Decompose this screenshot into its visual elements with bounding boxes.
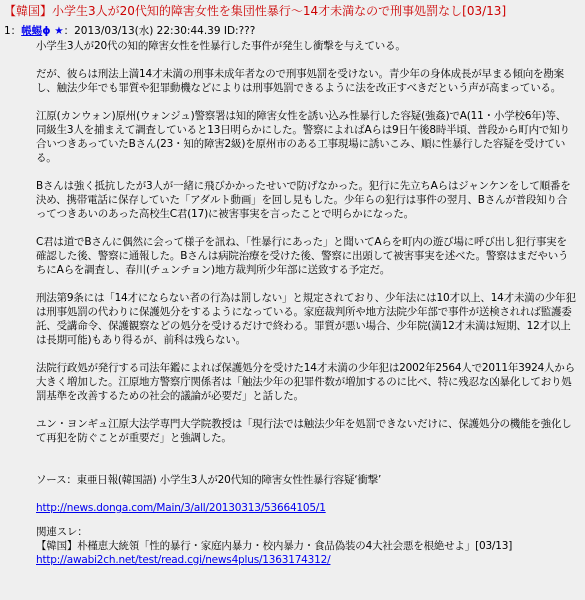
related-thread-link[interactable]: http://awabi2ch.net/test/read.cgi/news4plus/1363174312/ [36,554,331,566]
thread-title: 【韓国】小学生3人が20代知的障害女性を集団性暴行〜14才未満なので刑事処罰なし[03/13] [4,4,507,18]
post-body [36,39,576,567]
source-link[interactable]: http://news.donga.com/Main/3/all/20130313/53664105/1 [36,502,326,514]
post-paragraph: だが、彼らは刑法上満14才未満の刑事未成年者なので刑事処罰を受けない。青少年の身体成長が早まる傾向を勘案し、触法少年でも罪質や犯罪動機などによりは刑事処罰できるように法を改正すべきだという声が高まっている。 [36,68,564,94]
post-number: 1： [4,25,22,37]
related-label: 関連スレ： [36,526,88,538]
post-paragraph: ユン・ヨンギュ江原大法学専門大学院教授は「現行法では触法少年を処罰できないだけに、保護処分の機能を強化して再犯を防ぐことが重要だ」と強調した。 [36,418,572,444]
post-paragraph: 小学生3人が20代の知的障害女性を性暴行した事件が発生し衝撃を与えている。 [36,40,406,52]
related-block [36,525,576,567]
source-block [36,459,576,515]
post-paragraph: 江原(カンウォン)原州(ウォンジュ)警察署は知的障害女性を誘い込み性暴行した容疑(強姦)でA(11・小学校6年)等、同級生3人を捕まえて調査していると13日明らかにした。警察によればAらは9日午後8時半頃、普段から町内で知り合いつきあっていたBさん(23・知的障害2級)を原州市のある工事現場に誘いこみ、順に性暴行した容疑を受けている。 [36,110,570,164]
related-thread-title: 【韓国】朴槿恵大統領「性的暴行・家庭内暴力・校内暴力・食品偽装の4大社会悪を根絶せよ」[03/13] [36,540,513,552]
post-paragraph: 刑法第9条には「14才にならない者の行為は罰しない」と規定されており、少年法には10才以上、14才未満の少年犯は刑事処罰の代わりに保護処分をするようになっている。家庭裁判所や地方法院少年部で事件が送検されれば監護委託、受講命令、保護観察などの処分を受けるだけで終わる。罪質が悪い場合、少年院(満12才未満は短期、12才以上は長期可能)もあり得るが、前科は残らない。 [36,292,576,346]
post-header [4,24,255,38]
post-paragraph: 法院行政処が発行する司法年鑑によれば保護処分を受けた14才未満の少年犯は2002年2564人で2011年3924人から大きく増加した。江原地方警察庁関係者は「触法少年の犯罪件数が増加するのに比べ、特に残忍な凶暴化しており処罰基準を改善するための社会的議論が必要だ」と話した。 [36,362,575,402]
post-date-id: ：2013/03/13(水) 22:30:44.39 ID:??? [63,25,256,37]
poster-name-link[interactable]: 帳蜴 [21,25,43,37]
post-paragraph: Bさんは強く抵抗したが3人が一緒に飛びかかったせいで防げなかった。犯行に先立ちAらはジャンケンをして順番を決め、携帯電話に保存していた「アダルト動画」を回し見もした。少年らの犯行は事件の翌月、Bさんが普段知り合ってつきあいのあった高校生C君(17)に被害事実を言ったことで明らかになった。 [36,180,571,220]
poster-trip: ϕ ★ [42,25,64,37]
source-label: ソース：東亜日報(韓国語) 小学生3人が20代知的障害女性性暴行容疑‘衝撃’ [36,474,382,486]
post-paragraph: C君は道でBさんに偶然に会って様子を訊ね、「性暴行にあった」と聞いてAらを町内の遊び場に呼び出し犯行事実を確認した後、警察に通報した。Bさんは病院治療を受けた後、警察に出頭して被害事実を述べた。警察はまだやいうちにAらを調査し、春川(チュンチョン)地方裁判所少年部に送致する予定だ。 [36,236,569,276]
